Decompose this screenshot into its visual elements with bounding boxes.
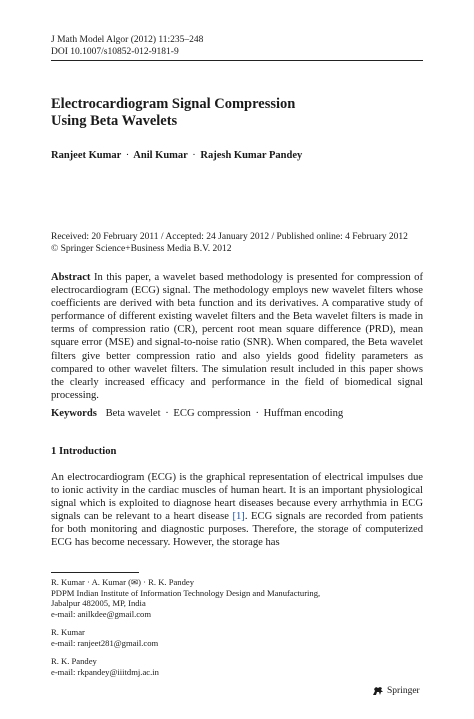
journal-reference [51,35,203,58]
footnote-rule [51,572,139,573]
keyword: Beta wavelet [105,408,161,419]
copyright-notice: © Springer Science+Business Media B.V. 2012 [51,243,232,254]
affiliation-authors: R. Kumar · A. Kumar (✉) · R. K. Pandey [51,577,195,587]
author-affiliations [51,577,320,685]
author-name: Ranjeet Kumar [51,150,122,161]
author-contact-block [51,627,320,648]
affiliation-institute: PDPM Indian Institute of Information Technology Design and Manufacturing, [51,587,321,598]
author-name: Rajesh Kumar Pandey [200,150,303,161]
intro-text: . ECG signals are recorded from patients for both monitoring and diagnostic purposes. Therefore, the storage of computerized ECG has become necessary. However, the storage has [51,511,424,549]
abstract-text: In this paper, a wavelet based methodology is presented for compression of electrocardiogram (ECG) signal. The methodology employs new wavelet filters whose coefficients are derived with beta function and its derivatives. A comparative study of performance of different existing wavelet filters and the Beta wavelet filters is made in terms of compression ratio (CR), percent root mean square difference (PRD), mean square error (MSE) and signal-to-noise ratio (SNR). When compared, the Beta wavelet filters give better compression ratio and also yields good fidelity parameters as compared to other wavelet filters. The simulation result included in this paper shows the clearly increased efficacy and performance in the field of biomedical signal processing. [51,272,423,401]
publisher-logo [372,686,420,696]
keywords-label: Keywords [51,408,97,419]
section-heading-introduction: 1 Introduction [51,446,117,457]
abstract-label: Abstract [51,272,91,283]
abstract [51,271,423,402]
author-contact-block [51,656,320,677]
author-separator: · [192,150,196,161]
intro-text: An electrocardiogram (ECG) is the graphical representation of electrical impulses due to ionic activity in the cardiac muscles of human heart. It is an important physiological signal which is exploited to diagnose heart diseases because every arrhythmia in ECG signals can be relevant to a heart disease [51,472,423,523]
author-contact-email[interactable]: e-mail: rkpandey@iiitdmj.ac.in [51,666,159,677]
author-list [51,150,302,161]
corresponding-email[interactable]: e-mail: anilkdee@gmail.com [51,608,152,619]
publication-history [51,232,408,255]
keyword-separator: · [165,408,169,419]
affiliation-address: Jabalpur 482005, MP, India [51,598,146,608]
journal-citation: J Math Model Algor (2012) 11:235–248 [51,35,204,45]
author-name: Anil Kumar [133,150,188,161]
keyword: ECG compression [173,408,251,419]
author-separator: · [125,150,130,161]
introduction-paragraph [51,471,423,550]
affiliation-block [51,577,320,619]
keyword-separator: · [255,408,259,419]
header-rule [51,60,423,61]
article-title [51,96,295,130]
publisher-name: Springer [387,686,420,696]
author-contact-email[interactable]: e-mail: ranjeet281@gmail.com [51,637,159,648]
keyword: Huffman encoding [263,408,344,419]
title-line-2: Using Beta Wavelets [51,113,178,129]
author-contact-name: R. K. Pandey [51,656,97,666]
date-history: Received: 20 February 2011 / Accepted: 24 January 2012 / Published online: 4 February 2012 [51,232,408,242]
title-line-1: Electrocardiogram Signal Compression [51,96,296,112]
citation-link[interactable]: [1] [232,511,245,523]
doi[interactable]: DOI 10.1007/s10852-012-9181-9 [51,46,179,57]
keywords [51,408,343,419]
author-contact-name: R. Kumar [51,627,85,637]
springer-horse-icon [372,686,384,696]
